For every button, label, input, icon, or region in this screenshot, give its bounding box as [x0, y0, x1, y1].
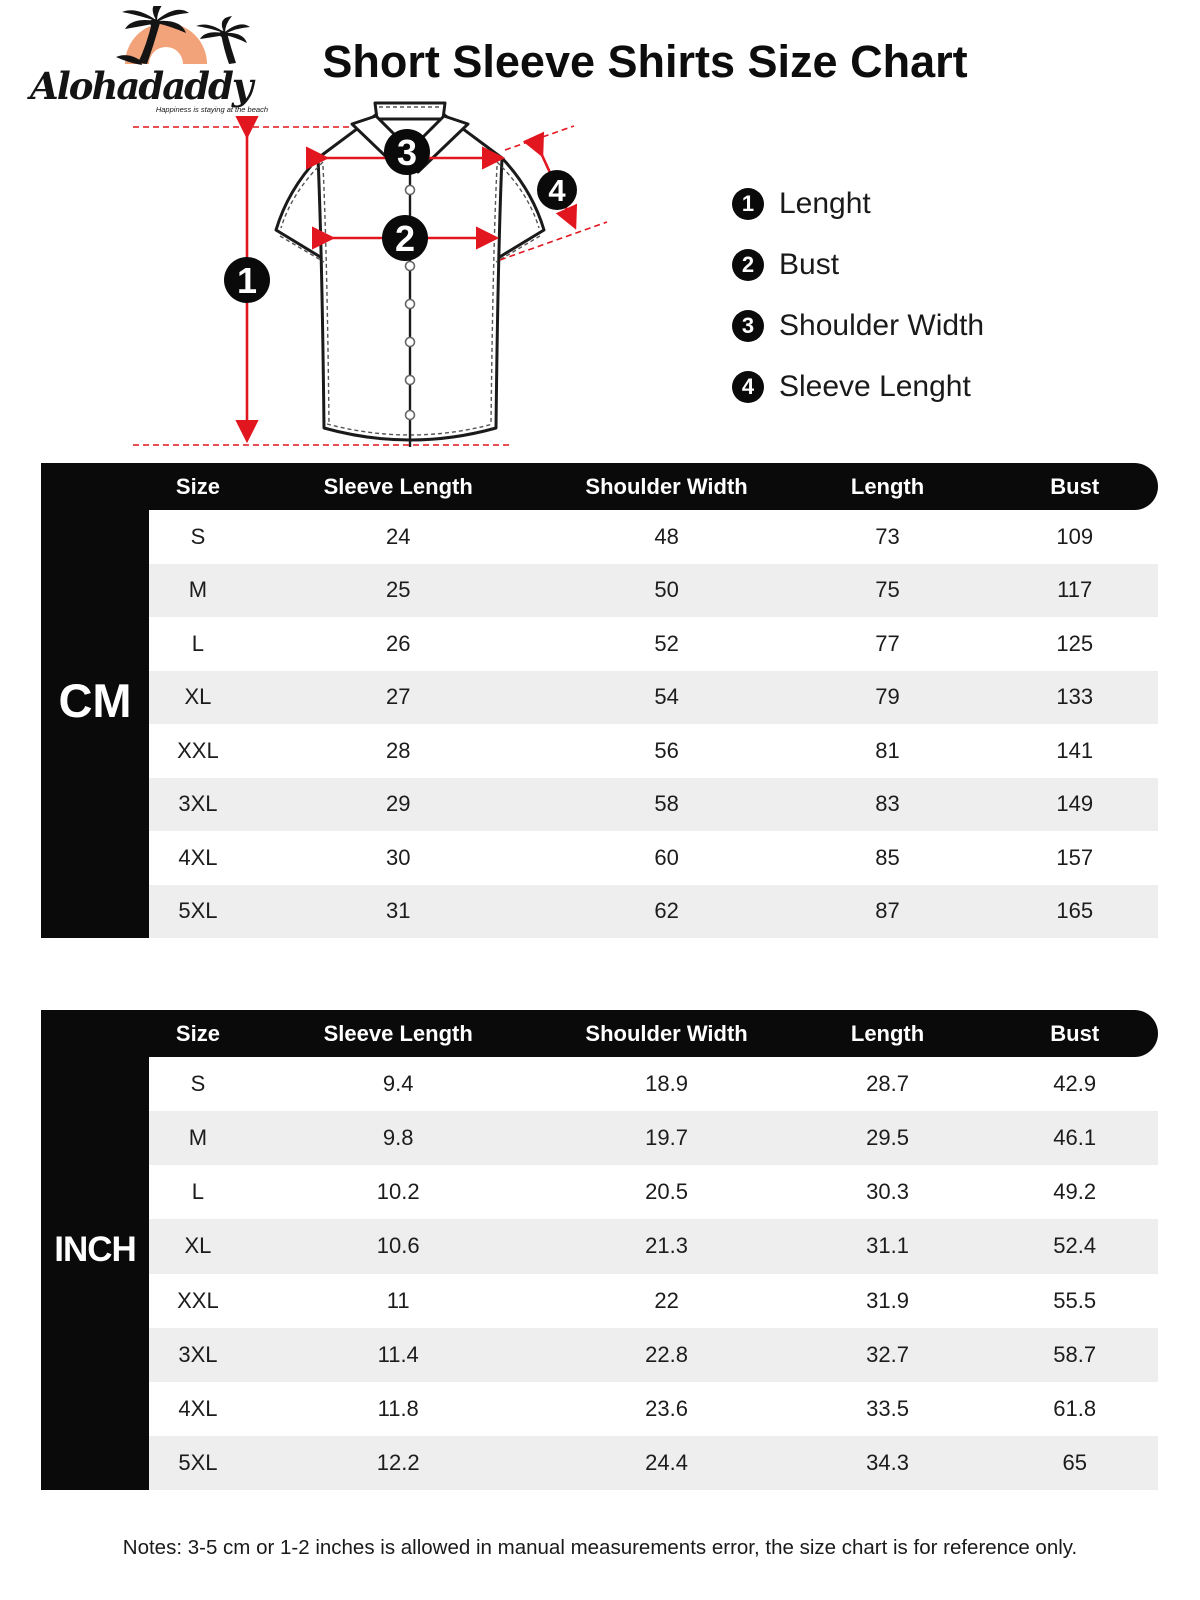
cell-sleeve-length: 27 [385, 684, 411, 710]
legend-label: Bust [779, 248, 840, 281]
cell-length: 83 [875, 791, 900, 817]
legend-label: Lenght [779, 187, 871, 220]
column-header-shoulder: Shoulder Width [585, 473, 748, 499]
cell-size: XL [184, 684, 212, 710]
column-header-size: Size [175, 473, 220, 499]
cell-shoulder-width: 52 [654, 630, 679, 656]
cell-sleeve-length: 28 [385, 737, 411, 763]
cell-length: 31.1 [866, 1233, 909, 1259]
table-row [149, 1382, 1158, 1436]
cell-shoulder-width: 20.5 [645, 1179, 688, 1205]
table-row [149, 1219, 1158, 1273]
brand-name: Alohadaddy [30, 64, 252, 108]
cell-length: 77 [875, 630, 900, 656]
cell-size: L [191, 630, 205, 656]
table-row [149, 1436, 1158, 1490]
unit-label-inch: INCH [54, 1230, 136, 1269]
marker-1: 1 [236, 260, 258, 301]
cell-length: 32.7 [866, 1341, 909, 1367]
cell-shoulder-width: 23.6 [645, 1395, 688, 1421]
table-header-inch [41, 1010, 1158, 1057]
legend-number-badge: 3 [732, 310, 764, 342]
cell-bust: 52.4 [1053, 1233, 1097, 1259]
legend-number-badge: 1 [732, 188, 764, 220]
table-row [149, 510, 1158, 564]
marker-2: 2 [394, 218, 416, 259]
cell-bust: 58.7 [1053, 1341, 1097, 1367]
cell-sleeve-length: 31 [385, 898, 411, 924]
column-header-bust: Bust [1050, 473, 1100, 499]
cell-bust: 65 [1062, 1449, 1087, 1475]
table-body-inch [149, 1057, 1158, 1490]
cell-bust: 42.9 [1053, 1071, 1097, 1097]
cell-bust: 61.8 [1053, 1395, 1097, 1421]
legend-item [732, 369, 984, 405]
cell-size: 5XL [178, 898, 218, 924]
size-table-cm [41, 463, 1158, 938]
cell-shoulder-width: 60 [654, 844, 679, 870]
table-row [149, 1274, 1158, 1328]
cell-length: 73 [875, 523, 900, 549]
legend-item [732, 308, 984, 344]
cell-sleeve-length: 25 [385, 577, 411, 603]
cell-size: XL [184, 1233, 212, 1259]
marker-4: 4 [548, 173, 566, 208]
cell-length: 28.7 [866, 1071, 909, 1097]
cell-length: 31.9 [866, 1287, 909, 1313]
cell-shoulder-width: 24.4 [645, 1449, 688, 1475]
unit-rail-cm [41, 463, 149, 938]
cell-bust: 157 [1056, 844, 1094, 870]
cell-size: L [191, 1179, 205, 1205]
measurement-legend [732, 186, 984, 430]
cell-size: 3XL [178, 791, 218, 817]
column-header-shoulder: Shoulder Width [585, 1020, 748, 1046]
cell-length: 29.5 [866, 1125, 909, 1151]
table-header-cm [41, 463, 1158, 510]
palm-sunset-icon [28, 6, 278, 66]
cell-shoulder-width: 48 [654, 523, 679, 549]
cell-length: 87 [875, 898, 900, 924]
cell-size: M [188, 577, 208, 603]
legend-number-badge: 2 [732, 249, 764, 281]
cell-length: 75 [875, 577, 900, 603]
cell-shoulder-width: 58 [654, 791, 679, 817]
cell-shoulder-width: 56 [654, 737, 679, 763]
cell-shoulder-width: 19.7 [645, 1125, 688, 1151]
cell-size: 5XL [178, 1449, 218, 1475]
cell-length: 79 [875, 684, 900, 710]
cell-size: XXL [177, 737, 219, 763]
cell-size: 3XL [178, 1341, 218, 1367]
unit-rail-inch [41, 1010, 149, 1490]
cell-shoulder-width: 22.8 [645, 1341, 688, 1367]
column-header-length: Length [850, 473, 925, 499]
cell-size: 4XL [178, 1395, 218, 1421]
table-row [149, 617, 1158, 671]
cell-shoulder-width: 22 [654, 1287, 679, 1313]
table-row [149, 671, 1158, 725]
cell-bust: 46.1 [1053, 1125, 1097, 1151]
column-header-length: Length [850, 1020, 925, 1046]
cell-sleeve-length: 11.4 [377, 1341, 419, 1367]
legend-label: Sleeve Lenght [779, 370, 971, 403]
cell-size: S [190, 1071, 206, 1097]
cell-shoulder-width: 21.3 [645, 1233, 688, 1259]
notes-text: Notes: 3-5 cm or 1-2 inches is allowed in manual measurements error, the size chart is for reference only. [122, 1536, 1078, 1559]
marker-3: 3 [396, 132, 418, 173]
legend-item [732, 247, 984, 283]
column-header-sleeve: Sleeve Length [323, 1020, 473, 1046]
cell-sleeve-length: 30 [385, 844, 411, 870]
page-title: Short Sleeve Shirts Size Chart [322, 36, 968, 87]
cell-sleeve-length: 26 [385, 630, 411, 656]
cell-size: M [188, 1125, 208, 1151]
table-row [149, 724, 1158, 778]
table-row [149, 885, 1158, 939]
size-table-inch [41, 1010, 1158, 1490]
cell-sleeve-length: 29 [385, 791, 411, 817]
cell-shoulder-width: 62 [654, 898, 679, 924]
cell-length: 33.5 [866, 1395, 909, 1421]
cell-sleeve-length: 9.8 [382, 1125, 414, 1151]
column-header-size: Size [175, 1020, 220, 1046]
cell-bust: 141 [1056, 737, 1094, 763]
cell-bust: 117 [1057, 577, 1093, 603]
cell-sleeve-length: 10.2 [376, 1179, 420, 1205]
legend-item [732, 186, 984, 222]
cell-sleeve-length: 9.4 [382, 1071, 414, 1097]
cell-bust: 109 [1056, 523, 1094, 549]
unit-label-cm: CM [58, 674, 132, 727]
table-row [149, 1165, 1158, 1219]
cell-sleeve-length: 10.6 [376, 1233, 420, 1259]
cell-sleeve-length: 11.8 [377, 1395, 419, 1421]
cell-size: 4XL [178, 844, 218, 870]
cell-shoulder-width: 50 [654, 577, 679, 603]
shirt-measurement-diagram [105, 80, 620, 470]
cell-sleeve-length: 11 [386, 1287, 410, 1313]
cell-bust: 165 [1056, 898, 1094, 924]
cell-bust: 49.2 [1053, 1179, 1097, 1205]
cell-shoulder-width: 18.9 [645, 1071, 688, 1097]
column-header-bust: Bust [1050, 1020, 1100, 1046]
legend-label: Shoulder Width [779, 309, 985, 342]
legend-number-badge: 4 [732, 371, 764, 403]
table-row [149, 1057, 1158, 1111]
cell-bust: 55.5 [1053, 1287, 1097, 1313]
table-row [149, 1111, 1158, 1165]
cell-sleeve-length: 24 [385, 523, 411, 549]
cell-length: 34.3 [866, 1449, 909, 1475]
sun-arch-shape [125, 23, 207, 64]
cell-bust: 149 [1056, 791, 1094, 817]
cell-length: 85 [875, 844, 900, 870]
cell-size: XXL [177, 1287, 219, 1313]
table-row [149, 778, 1158, 832]
cell-shoulder-width: 54 [654, 684, 679, 710]
cell-bust: 133 [1056, 684, 1094, 710]
table-row [149, 831, 1158, 885]
cell-sleeve-length: 12.2 [376, 1449, 420, 1475]
brand-tagline: Happiness is staying at the beach [155, 105, 268, 114]
cell-length: 81 [875, 737, 900, 763]
table-row [149, 1328, 1158, 1382]
cell-length: 30.3 [866, 1179, 909, 1205]
column-header-sleeve: Sleeve Length [323, 473, 473, 499]
table-row [149, 564, 1158, 618]
cell-size: S [190, 523, 206, 549]
cell-bust: 125 [1056, 630, 1094, 656]
table-body-cm [149, 510, 1158, 938]
